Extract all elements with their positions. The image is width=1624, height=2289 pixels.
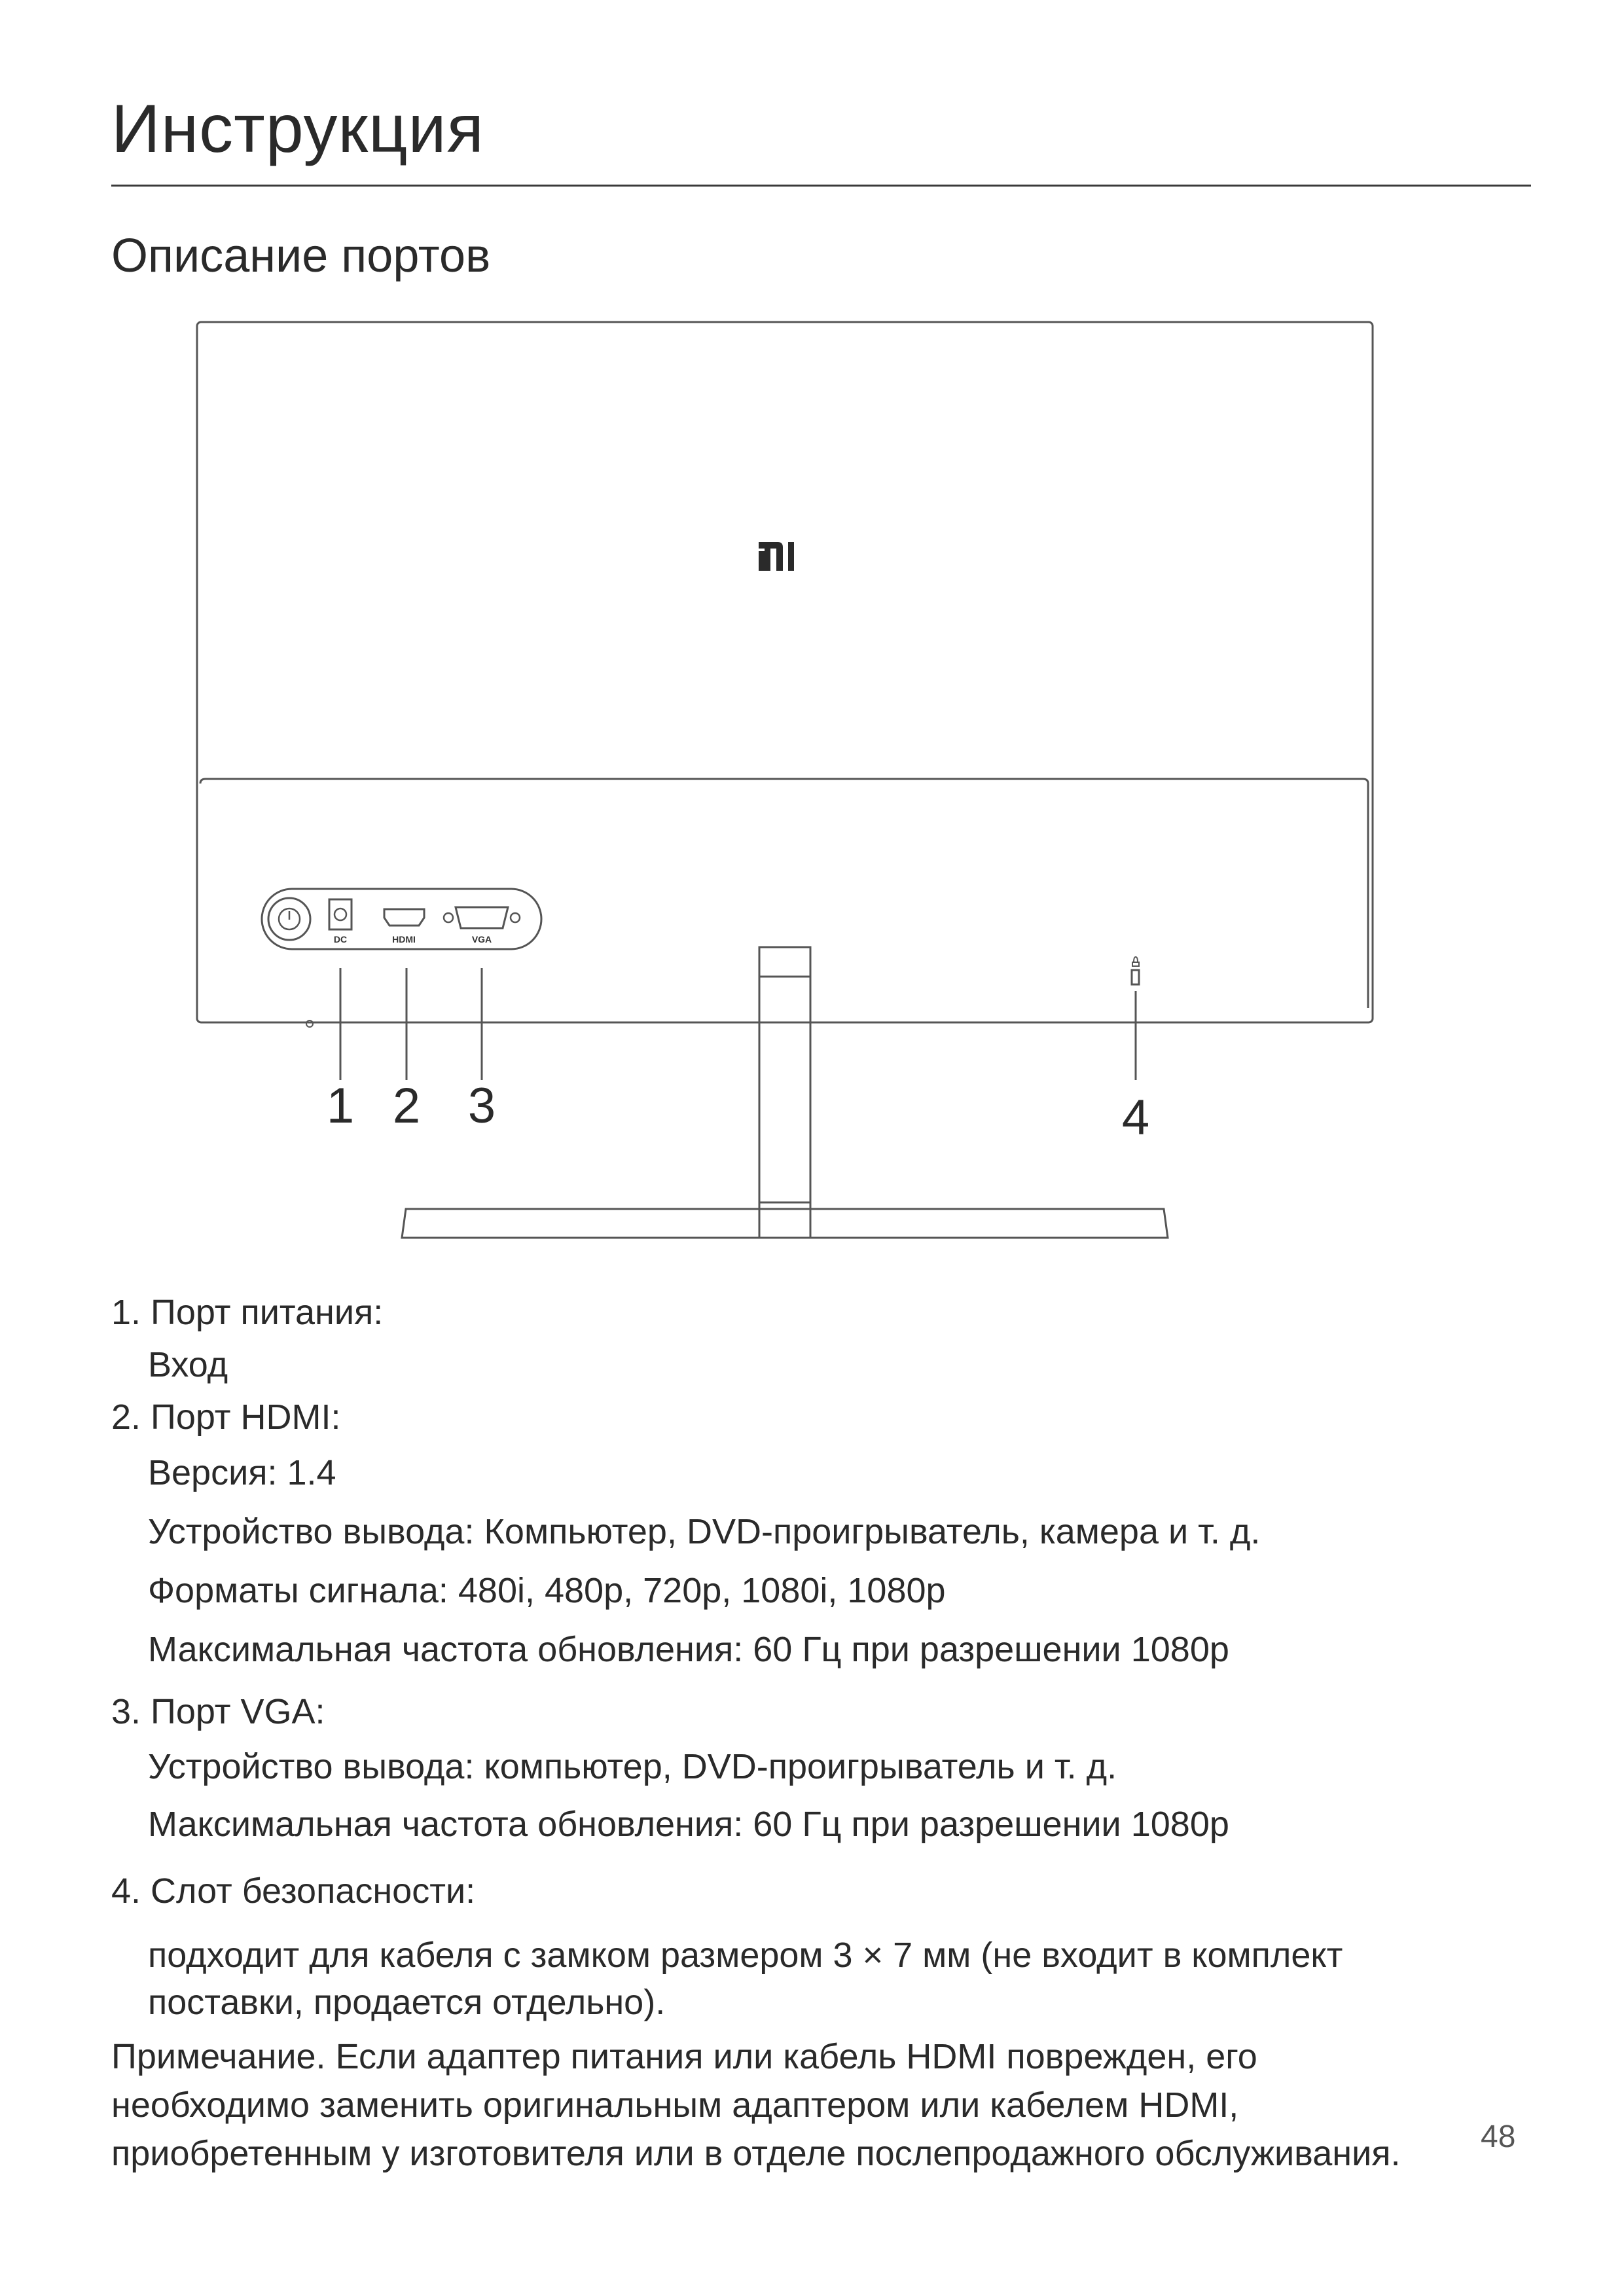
port-1-heading: 1. Порт питания: — [111, 1293, 384, 1332]
hdmi-label: HDMI — [392, 934, 416, 945]
vga-label: VGA — [471, 934, 492, 945]
port-3-line: Устройство вывода: компьютер, DVD-проигрыватель и т. д. — [148, 1747, 1117, 1786]
note-line: приобретенным у изготовителя или в отделе послепродажного обслуживания. — [111, 2134, 1401, 2173]
security-slot — [1132, 970, 1139, 984]
rear-panel — [200, 779, 1368, 1008]
port-4-heading: 4. Слот безопасности: — [111, 1871, 476, 1911]
callout-3: 3 — [467, 1078, 496, 1134]
stand-neck — [759, 947, 810, 1238]
section-title: Описание портов — [111, 230, 491, 282]
hdmi-port — [384, 909, 424, 926]
vga-port — [456, 907, 508, 928]
port-2-line: Версия: 1.4 — [148, 1453, 336, 1492]
mi-logo — [759, 542, 794, 571]
port-3-line: Максимальная частота обновления: 60 Гц при разрешении 1080p — [148, 1805, 1229, 1844]
port-2-line: Устройство вывода: Компьютер, DVD-проигрыватель, камера и т. д. — [148, 1512, 1261, 1551]
monitor-body — [197, 322, 1373, 1022]
page-number: 48 — [1481, 2119, 1516, 2154]
callout-4: 4 — [1121, 1090, 1150, 1145]
port-4-line: подходит для кабеля с замком размером 3 × 7 мм (не входит в комплект — [148, 1936, 1343, 1975]
page-title: Инструкция — [111, 91, 484, 167]
note-line: необходимо заменить оригинальным адаптером или кабелем HDMI, — [111, 2085, 1239, 2125]
lock-icon — [1132, 957, 1139, 966]
port-2-heading: 2. Порт HDMI: — [111, 1397, 341, 1437]
dc-port — [329, 899, 352, 929]
port-3-heading: 3. Порт VGA: — [111, 1692, 325, 1731]
port-2-line: Форматы сигнала: 480i, 480p, 720p, 1080i, 1080p — [148, 1571, 946, 1610]
port-2-line: Максимальная частота обновления: 60 Гц при разрешении 1080p — [148, 1630, 1229, 1669]
stand-base — [402, 1209, 1168, 1238]
dc-label: DC — [333, 934, 348, 945]
callout-2: 2 — [392, 1078, 421, 1134]
callout-1: 1 — [326, 1078, 355, 1134]
port-descriptions — [111, 1286, 1551, 2178]
port-4-line: поставки, продается отдельно). — [148, 1983, 666, 2022]
note-paragraph — [111, 2032, 1532, 2178]
note-line: Примечание. Если адаптер питания или кабель HDMI поврежден, его — [111, 2037, 1257, 2076]
port-1-line: Вход — [148, 1345, 228, 1384]
